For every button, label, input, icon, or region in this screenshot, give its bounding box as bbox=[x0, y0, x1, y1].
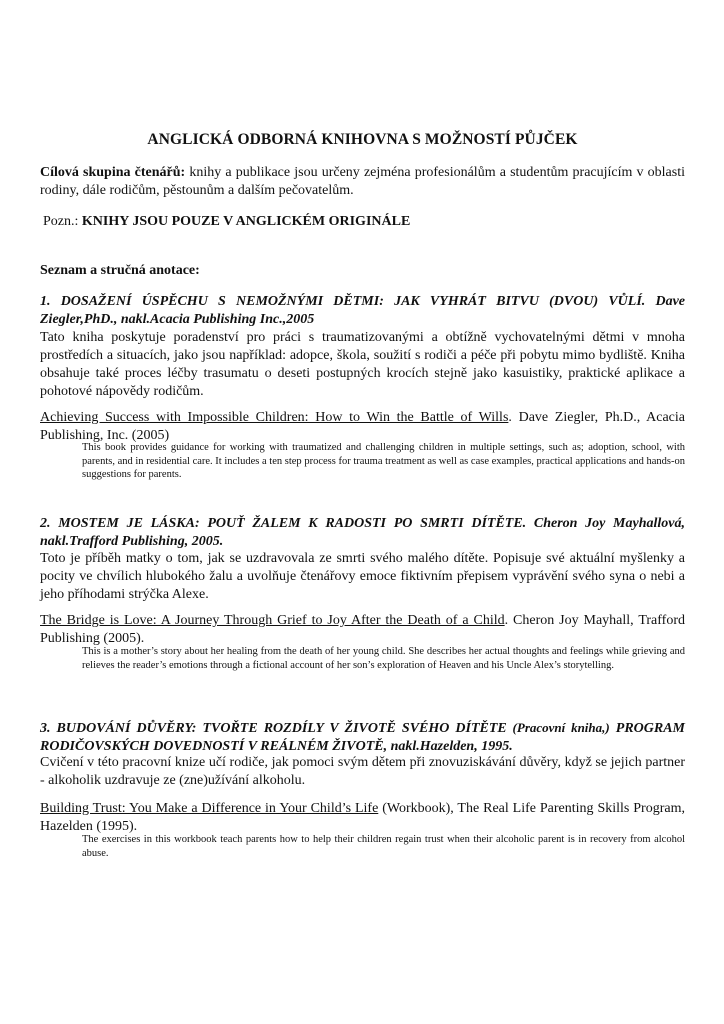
book-1-en-citation bbox=[40, 409, 685, 445]
book-3-cz-annotation: Cvičení v této pracovní knize učí rodiče, jak pomoci svým dětem při znovuziskávání důvěry, když se jejich partner - alkoholik uzdravuje ze (zne)užívání alkoholu. bbox=[40, 755, 685, 788]
note-text: KNIHY JSOU POUZE V ANGLICKÉM ORIGINÁLE bbox=[81, 214, 411, 229]
book-3-cz-title bbox=[40, 719, 685, 756]
page-title: ANGLICKÁ ODBORNÁ KNIHOVNA S MOŽNOSTÍ PŮJČEK bbox=[147, 131, 578, 148]
target-audience-label: Cílová skupina čtenářů: bbox=[40, 165, 186, 180]
book-3-cz-title-paren: (Pracovní kniha,) bbox=[506, 720, 610, 735]
book-3-en-publisher: (Workbook), The Real Life Parenting Skills Program, Hazelden (1995). bbox=[40, 801, 685, 834]
book-3-cz-title-tail: PROGRAM RODIČOVSKÝCH DOVEDNOSTÍ V REÁLNÉM ŽIVOTĚ, nakl.Hazelden, 1995. bbox=[40, 721, 685, 754]
target-audience-paragraph bbox=[40, 164, 685, 200]
book-1-en-description: This book provides guidance for working with traumatized and challenging children in multiple settings, such as; adoption, school, with parents, and in residential care. It includes a ten step process for trauma treatment as well as case examples, practical applications and hands-on suggestions for parents. bbox=[82, 442, 685, 481]
book-2-en-publisher: . Cheron Joy Mayhall, Trafford Publishing (2005). bbox=[40, 613, 686, 646]
book-1-cz-annotation: Tato kniha poskytuje poradenství pro práci s traumatizovanými a obtížně vychovatelnými dětmi v mnoha prostředích a situacích, jako jsou například: adopce, škola, soužití s rodiči a péče při pobytu mimo bydliště. Kniha obsahuje také proces léčby trasumatu o deseti postupných krocích stejně jako kasuistiky, praktické aplikace a pohotové nápovědy rodičům. bbox=[40, 330, 685, 399]
book-1-en-title: Achieving Success with Impossible Children: How to Win the Battle of Wills bbox=[40, 410, 509, 425]
book-3-en-citation bbox=[40, 800, 685, 836]
book-2-cz-title: 2. MOSTEM JE LÁSKA: POUŤ ŽALEM K RADOSTI PO SMRTI DÍTĚTE. Cheron Joy Mayhallová, nakl.Trafford Publishing, 2005. bbox=[40, 516, 685, 549]
book-3-en-title: Building Trust: You Make a Difference in Your Child’s Life bbox=[40, 801, 379, 816]
note-paragraph bbox=[43, 213, 688, 231]
target-audience-text: knihy a publikace jsou určeny zejména profesionálům a studentům pracujícím v oblasti rodiny, dále rodičům, pěstounům a dalším pečovatelům. bbox=[40, 165, 685, 198]
list-heading: Seznam a stručná anotace: bbox=[40, 263, 200, 278]
book-2-en-title: The Bridge is Love: A Journey Through Grief to Joy After the Death of a Child bbox=[40, 613, 505, 628]
book-3-cz-title-main: 3. BUDOVÁNÍ DŮVĚRY: TVOŘTE ROZDÍLY V ŽIVOTĚ SVÉHO DÍTĚTE bbox=[40, 721, 507, 736]
book-1-en-publisher: . Dave Ziegler, Ph.D., Acacia Publishing, Inc. (2005) bbox=[40, 410, 685, 443]
book-2-en-citation bbox=[40, 612, 685, 648]
note-label: Pozn.: bbox=[43, 214, 79, 229]
book-1-cz-title: 1. DOSAŽENÍ ÚSPĚCHU S NEMOŽNÝMI DĚTMI: JAK VYHRÁT BITVU (DVOU) VŮLÍ. Dave Ziegler,PhD., nakl.Acacia Publishing Inc.,2005 bbox=[40, 294, 685, 327]
book-2-en-description: This is a mother’s story about her healing from the death of her young child. She describes her actual thoughts and feelings while grieving and relieves the reader’s emotions through a fictional account of her son’s exploration of Heaven and his Uncle Alex’s storytelling. bbox=[82, 646, 685, 671]
book-2-cz-annotation: Toto je příběh matky o tom, jak se uzdravovala ze smrti svého malého dítěte. Popisuje své aktuální myšlenky a pocity ve chvílich hlubokého žalu a uvolňuje čtenářovy emoce fiktivním přepisem vyprávění svého syna o nebi a jeho příhodami strýčka Alexe. bbox=[40, 551, 685, 602]
book-3-en-description: The exercises in this workbook teach parents how to help their children regain trust when their alcoholic parent is in recovery from alcohol abuse. bbox=[82, 834, 685, 859]
